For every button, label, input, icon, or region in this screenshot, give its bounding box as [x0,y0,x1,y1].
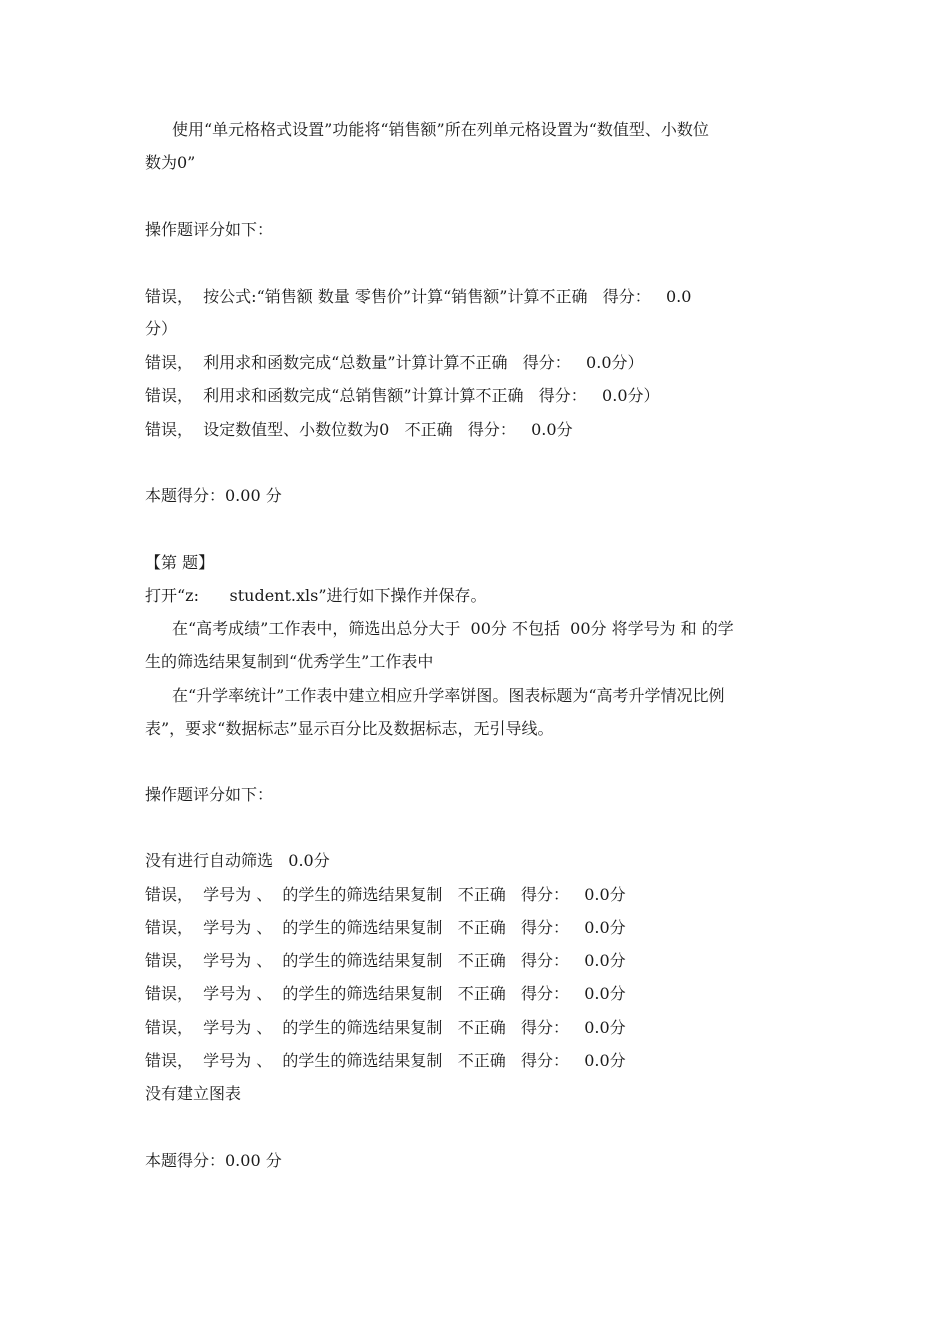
instruction-line-2: 数为0” [145,153,196,172]
result-line: 分） [145,319,178,338]
result-line: 错误， 按公式:“销售额 数量 零售价”计算“销售额”计算不正确 得分： 0.0 [145,287,692,306]
result-line: 没有建立图表 [145,1084,242,1103]
result-line: 错误， 设定数值型、小数位数为0 不正确 得分： 0.0分 [145,420,573,439]
task-line: 在“升学率统计”工作表中建立相应升学率饼图。图表标题为“高考升学情况比例 [172,686,725,705]
question-total-score: 本题得分：0.00 分 [145,1151,282,1170]
result-line: 错误， 学号为 、 的学生的筛选结果复制 不正确 得分： 0.0分 [145,1051,626,1070]
result-line: 错误， 学号为 、 的学生的筛选结果复制 不正确 得分： 0.0分 [145,1018,626,1037]
instruction-line-1: 使用“单元格格式设置”功能将“销售额”所在列单元格设置为“数值型、小数位 [172,120,709,139]
result-line: 错误， 学号为 、 的学生的筛选结果复制 不正确 得分： 0.0分 [145,984,626,1003]
result-line: 错误， 学号为 、 的学生的筛选结果复制 不正确 得分： 0.0分 [145,885,626,904]
question-total-score: 本题得分：0.00 分 [145,486,282,505]
question-heading: 【第 题】 [145,553,215,572]
task-line: 生的筛选结果复制到“优秀学生”工作表中 [145,652,434,671]
result-line: 错误， 学号为 、 的学生的筛选结果复制 不正确 得分： 0.0分 [145,918,626,937]
task-line: 在“高考成绩”工作表中，筛选出总分大于 00分 不包括 00分 将学号为 和 的学 [172,619,734,638]
result-line: 没有进行自动筛选 0.0分 [145,851,330,870]
result-line: 错误， 学号为 、 的学生的筛选结果复制 不正确 得分： 0.0分 [145,951,626,970]
open-file-line: 打开“z: student.xls”进行如下操作并保存。 [145,586,487,605]
result-line: 错误， 利用求和函数完成“总销售额”计算计算不正确 得分： 0.0分） [145,386,660,405]
result-line: 错误， 利用求和函数完成“总数量”计算计算不正确 得分： 0.0分） [145,353,644,372]
scoring-header: 操作题评分如下： [145,785,274,804]
task-line: 表”，要求“数据标志”显示百分比及数据标志，无引导线。 [145,719,554,738]
scoring-header: 操作题评分如下： [145,220,274,239]
